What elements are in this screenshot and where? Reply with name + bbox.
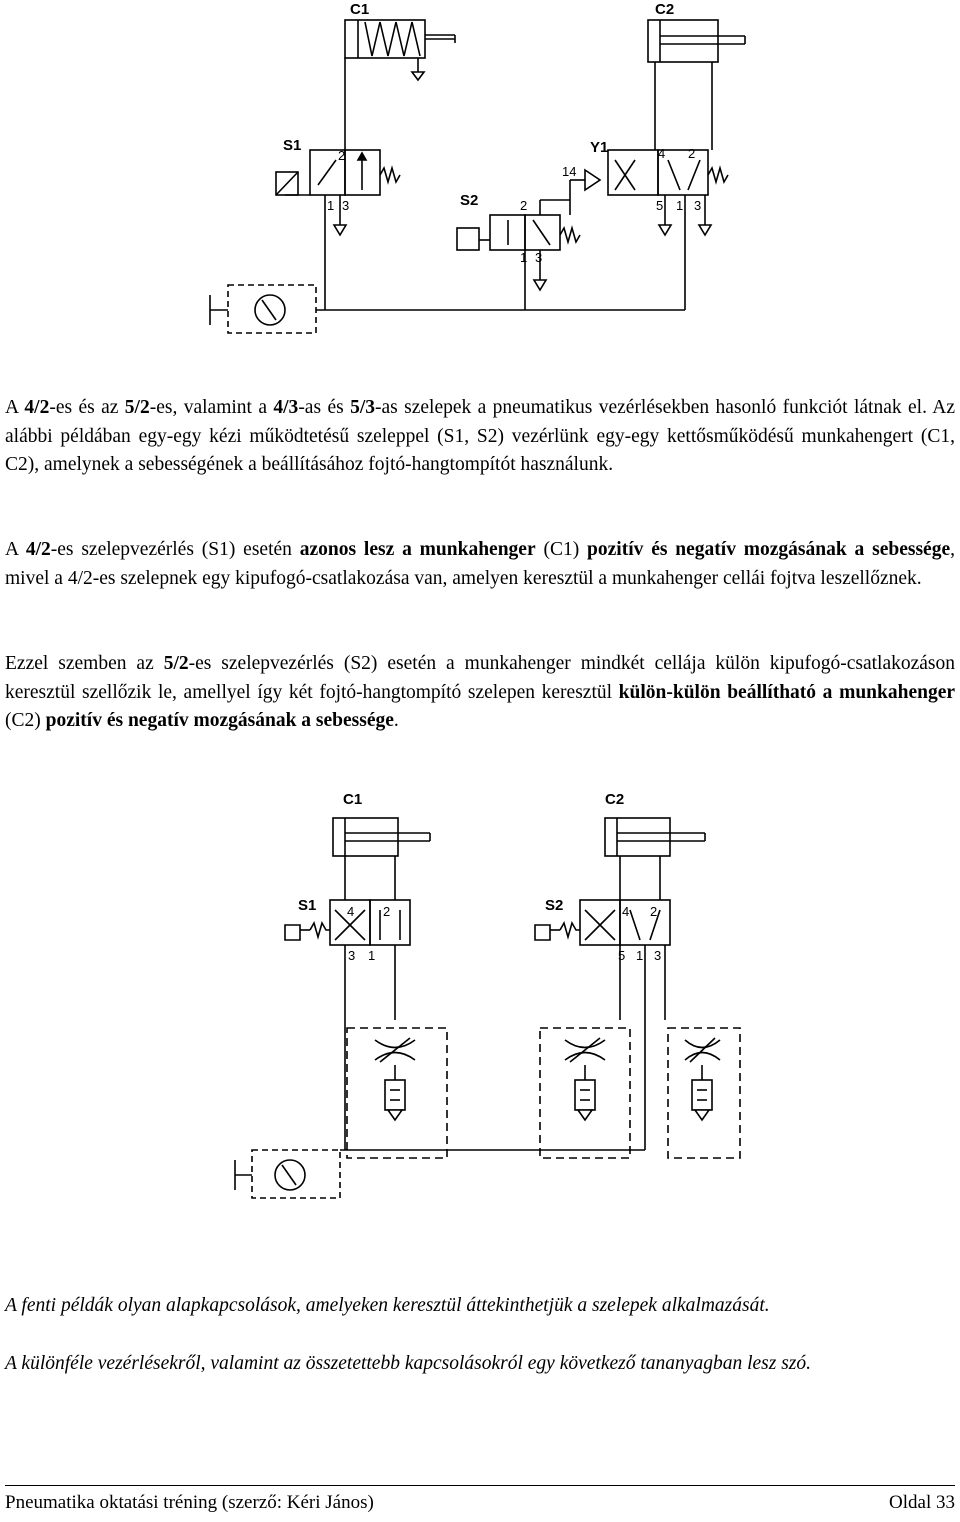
s2-port-2: 2	[520, 198, 528, 213]
page-footer	[5, 1485, 955, 1514]
s1b-port-4: 4	[347, 904, 355, 919]
page-number: Oldal 33	[889, 1492, 955, 1513]
diagram-bottom-svg	[0, 780, 960, 1220]
s2-port-1: 1	[520, 250, 528, 265]
s1-port-3: 3	[342, 198, 350, 213]
s2b-port-1: 1	[636, 948, 644, 963]
label-c1-bottom: C1	[343, 791, 363, 808]
y1-port-3: 3	[694, 198, 702, 213]
s1-port-2: 2	[338, 148, 346, 163]
s1-port-1: 1	[327, 198, 335, 213]
label-c2-bottom: C2	[605, 791, 625, 808]
label-c1: C1	[350, 1, 370, 18]
diagram-top-svg	[0, 0, 960, 370]
y1-port-5: 5	[656, 198, 664, 213]
paragraph-intro: A 4/2-es és az 5/2-es, valamint a 4/3-as és 5/3-as szelepek a pneumatikus vezérlésekben hasonló funkciót látnak el. Az alábbi példában egy-egy kézi működtetésű szeleppel (S1, S2) vezérlünk egy-egy kettősműködésű munkahengert (C1, C2), amelynek a sebességének a beállításához fojtó-hangtompítót használunk.	[5, 397, 956, 476]
pneumatic-diagram-bottom	[0, 780, 960, 1220]
s1b-port-2: 2	[383, 904, 391, 919]
closing-note-2: A különféle vezérlésekről, valamint az összetettebb kapcsolásokról egy következő tananyagban lesz szó.	[5, 1353, 811, 1374]
s2b-port-4: 4	[622, 904, 630, 919]
label-c2: C2	[655, 1, 675, 18]
paragraph-5-2-valve: Ezzel szemben az 5/2-es szelepvezérlés (S2) esetén a munkahenger mindkét cellája külön kipufogó-csatlakozáson keresztül szellőzik le, amellyel így két fojtó-hangtompító szelepen keresztül külön-külön beállítható a munkahenger (C2) pozitív és negatív mozgásának a sebessége.	[5, 653, 956, 732]
label-s2-bottom: S2	[545, 897, 564, 914]
y1-port-1: 1	[676, 198, 684, 213]
footer-title: Pneumatika oktatási tréning (szerző: Kéri János)	[5, 1492, 374, 1513]
y1-port-4: 4	[658, 146, 666, 161]
s1b-port-1: 1	[368, 948, 376, 963]
s2b-port-3: 3	[654, 948, 662, 963]
s2-port-3: 3	[535, 250, 543, 265]
pneumatic-diagram-top	[0, 0, 960, 370]
closing-note-1: A fenti példák olyan alapkapcsolások, amelyeken keresztül áttekinthetjük a szelepek alkalmazását.	[5, 1295, 770, 1316]
s2b-port-5: 5	[618, 948, 626, 963]
label-y1: Y1	[590, 139, 609, 156]
s1b-port-3: 3	[348, 948, 356, 963]
y1-port-2: 2	[688, 146, 696, 161]
label-s1: S1	[283, 137, 302, 154]
label-s1-bottom: S1	[298, 897, 317, 914]
s2b-port-2: 2	[650, 904, 658, 919]
y1-port-14: 14	[562, 164, 577, 179]
paragraph-4-2-valve: A 4/2-es szelepvezérlés (S1) esetén azonos lesz a munkahenger (C1) pozitív és negatív mozgásának a sebessége, mivel a 4/2-es szelepnek egy kipufogó-csatlakozása van, amelyen keresztül a munkahenger cellái fojtva leszellőznek.	[5, 539, 955, 589]
label-s2: S2	[460, 192, 479, 209]
